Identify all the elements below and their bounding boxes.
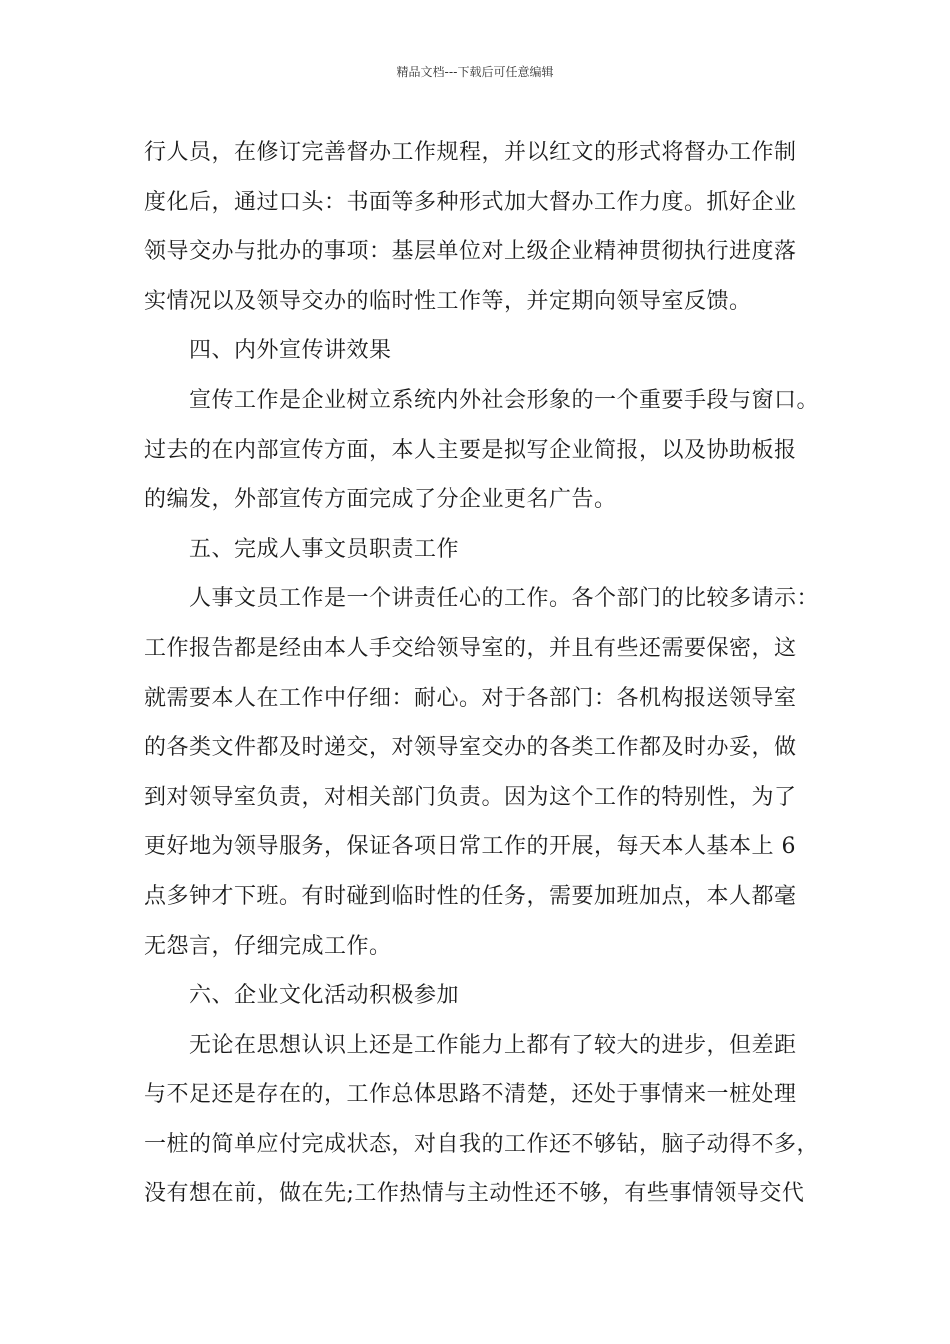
- text-line: 与不足还是存在的，工作总体思路不清楚，还处于事情来一桩处理: [144, 1082, 797, 1108]
- text-line: 的编发，外部宣传方面完成了分企业更名广告。: [144, 487, 617, 513]
- text-line: 没有想在前，做在先;工作热情与主动性还不够，有些事情领导交代: [144, 1181, 805, 1207]
- text-line: 更好地为领导服务，保证各项日常工作的开展，每天本人基本上 6: [144, 834, 796, 860]
- text-line: 无论在思想认识上还是工作能力上都有了较大的进步，但差距: [189, 1032, 797, 1058]
- section-heading: 四、内外宣传讲效果: [189, 338, 392, 364]
- text-line: 度化后，通过口头：书面等多种形式加大督办工作力度。抓好企业: [144, 189, 797, 215]
- section-heading: 六、企业文化活动积极参加: [189, 983, 460, 1009]
- text-line: 无怨言，仔细完成工作。: [144, 933, 392, 959]
- text-line: 宣传工作是企业树立系统内外社会形象的一个重要手段与窗口。: [189, 387, 820, 413]
- text-line: 一桩的简单应付完成状态，对自我的工作还不够钻，脑子动得不多，: [144, 1131, 820, 1157]
- text-line: 实情况以及领导交办的临时性工作等，并定期向领导室反馈。: [144, 288, 752, 314]
- text-line: 工作报告都是经由本人手交给领导室的，并且有些还需要保密，这: [144, 635, 797, 661]
- text-line: 就需要本人在工作中仔细：耐心。对于各部门：各机构报送领导室: [144, 685, 797, 711]
- text-line: 点多钟才下班。有时碰到临时性的任务，需要加班加点，本人都毫: [144, 883, 797, 909]
- text-line: 行人员，在修订完善督办工作规程，并以红文的形式将督办工作制: [144, 140, 797, 165]
- section-heading: 五、完成人事文员职责工作: [189, 536, 460, 562]
- text-line: 领导交办与批办的事项：基层单位对上级企业精神贯彻执行进度落: [144, 239, 797, 265]
- document-body: [144, 128, 824, 1219]
- page-header: 精品文档---下载后可任意编辑: [396, 65, 554, 79]
- text-line: 的各类文件都及时递交，对领导室交办的各类工作都及时办妥，做: [144, 735, 797, 761]
- text-line: 过去的在内部宣传方面，本人主要是拟写企业简报，以及协助板报: [144, 437, 797, 463]
- text-line: 人事文员工作是一个讲责任心的工作。各个部门的比较多请示：: [189, 586, 820, 612]
- text-line: 到对领导室负责，对相关部门负责。因为这个工作的特别性，为了: [144, 784, 797, 810]
